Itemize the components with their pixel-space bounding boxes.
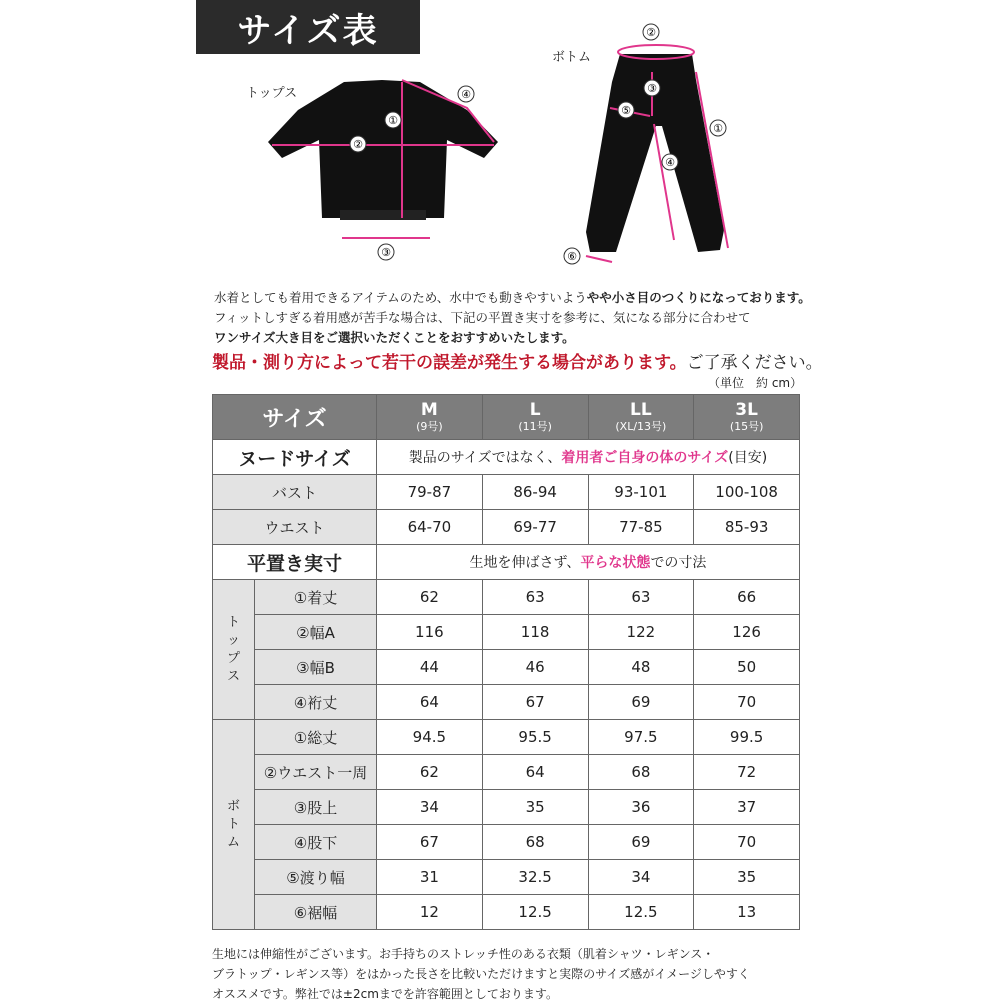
nude-desc: 製品のサイズではなく、着用者ご自身の体のサイズ(目安) [377, 440, 800, 475]
row-label: ④裄丈 [255, 685, 377, 720]
cell: 66 [694, 580, 800, 615]
cell: 93-101 [588, 475, 694, 510]
page-title: サイズ表 [196, 0, 420, 54]
table-row [213, 825, 800, 860]
bottoms-marker-4: ④ [665, 156, 675, 169]
note-line1a: 水着としても着用できるアイテムのため、水中でも動きやすいよう [214, 290, 587, 305]
flat-title: 平置き実寸 [213, 545, 377, 580]
cell: 116 [377, 615, 483, 650]
table-row [213, 475, 800, 510]
row-label: ②ウエスト一周 [255, 755, 377, 790]
size-col-l: L (11号) [482, 395, 588, 440]
nude-title: ヌードサイズ [213, 440, 377, 475]
cell: 67 [377, 825, 483, 860]
unit-label: （単位 約 cm） [708, 376, 803, 390]
bottoms-marker-3: ③ [647, 82, 657, 95]
flat-desc: 生地を伸ばさず、平らな状態での寸法 [377, 545, 800, 580]
cell: 36 [588, 790, 694, 825]
bottoms-illustration [562, 20, 742, 270]
cell: 37 [694, 790, 800, 825]
cell: 69 [588, 685, 694, 720]
cell: 68 [482, 825, 588, 860]
tops-marker-3: ③ [381, 246, 391, 259]
cell: 122 [588, 615, 694, 650]
cell: 48 [588, 650, 694, 685]
row-label: ④股下 [255, 825, 377, 860]
cell: 12.5 [588, 895, 694, 930]
cell: 44 [377, 650, 483, 685]
note-line2: フィットしすぎる着用感が苦手な場合は、下記の平置き実寸を参考に、気になる部分に合わせて [214, 310, 751, 325]
tops-marker-4: ④ [461, 88, 471, 101]
size-col-ll: LL (XL/13号) [588, 395, 694, 440]
cell: 35 [694, 860, 800, 895]
size-header: サイズ [213, 395, 377, 440]
size-col-m: M (9号) [377, 395, 483, 440]
table-row [213, 860, 800, 895]
footnote-line1: 生地には伸縮性がございます。お手持ちのストレッチ性のある衣類（肌着シャツ・レギンス・ [212, 947, 715, 961]
table-row [213, 650, 800, 685]
cell: 85-93 [694, 510, 800, 545]
cell: 64 [482, 755, 588, 790]
table-row [213, 615, 800, 650]
cell: 12.5 [482, 895, 588, 930]
cell: 62 [377, 580, 483, 615]
table-row [213, 790, 800, 825]
cell: 72 [694, 755, 800, 790]
cell: 34 [377, 790, 483, 825]
warning-text [212, 348, 823, 373]
cell: 99.5 [694, 720, 800, 755]
cell: 34 [588, 860, 694, 895]
cell: 12 [377, 895, 483, 930]
size-col-3l: 3L (15号) [694, 395, 800, 440]
cell: 97.5 [588, 720, 694, 755]
warning-main: 製品・測り方によって若干の誤差が発生する場合があります。 [212, 353, 687, 373]
row-label: バスト [213, 475, 377, 510]
cell: 63 [482, 580, 588, 615]
cell: 94.5 [377, 720, 483, 755]
cell: 100-108 [694, 475, 800, 510]
table-row [213, 755, 800, 790]
row-label: ①着丈 [255, 580, 377, 615]
nude-section-row [213, 440, 800, 475]
cell: 67 [482, 685, 588, 720]
bottoms-group-label: ボトム [213, 720, 255, 930]
tops-label: トップス [246, 86, 298, 101]
tops-illustration [262, 70, 502, 270]
footnote-line3: オススメです。弊社では±2cmまでを許容範囲としております。 [212, 987, 558, 1001]
bottoms-label: ボトム [552, 50, 592, 65]
cell: 69-77 [482, 510, 588, 545]
table-row [213, 685, 800, 720]
cell: 69 [588, 825, 694, 860]
cell: 50 [694, 650, 800, 685]
row-label: ①総丈 [255, 720, 377, 755]
cell: 32.5 [482, 860, 588, 895]
cell: 79-87 [377, 475, 483, 510]
size-table [212, 394, 800, 930]
table-row [213, 580, 800, 615]
table-row [213, 510, 800, 545]
cell: 77-85 [588, 510, 694, 545]
row-label: ②幅A [255, 615, 377, 650]
table-row [213, 895, 800, 930]
cell: 35 [482, 790, 588, 825]
footnote-line2: ブラトップ・レギンス等）をはかった長さを比較いただけますと実際のサイズ感がイメージしやすく [212, 967, 750, 981]
cell: 62 [377, 755, 483, 790]
cell: 70 [694, 825, 800, 860]
flat-section-row [213, 545, 800, 580]
row-label: ③幅B [255, 650, 377, 685]
tops-marker-2: ② [353, 138, 363, 151]
row-label: ウエスト [213, 510, 377, 545]
notes [214, 288, 814, 348]
cell: 95.5 [482, 720, 588, 755]
cell: 118 [482, 615, 588, 650]
note-line1b: やや小さ目のつくりになっております。 [586, 290, 811, 305]
row-label: ⑤渡り幅 [255, 860, 377, 895]
bottoms-marker-2: ② [646, 26, 656, 39]
cell: 86-94 [482, 475, 588, 510]
row-label: ③股上 [255, 790, 377, 825]
warning-tail: ご了承ください。 [686, 353, 823, 373]
cell: 46 [482, 650, 588, 685]
cell: 31 [377, 860, 483, 895]
cell: 70 [694, 685, 800, 720]
cell: 64-70 [377, 510, 483, 545]
bottoms-marker-1: ① [713, 122, 723, 135]
cell: 63 [588, 580, 694, 615]
cell: 68 [588, 755, 694, 790]
tops-group-label: トップス [213, 580, 255, 720]
cell: 126 [694, 615, 800, 650]
footnote [212, 944, 802, 1004]
bottoms-marker-5: ⑤ [621, 104, 631, 117]
cell: 64 [377, 685, 483, 720]
table-row [213, 720, 800, 755]
note-line3: ワンサイズ大き目をご選択いただくことをおすすめいたします。 [214, 330, 575, 345]
row-label: ⑥裾幅 [255, 895, 377, 930]
cell: 13 [694, 895, 800, 930]
table-header-row [213, 395, 800, 440]
bottoms-marker-6: ⑥ [567, 250, 577, 263]
tops-marker-1: ① [388, 114, 398, 127]
